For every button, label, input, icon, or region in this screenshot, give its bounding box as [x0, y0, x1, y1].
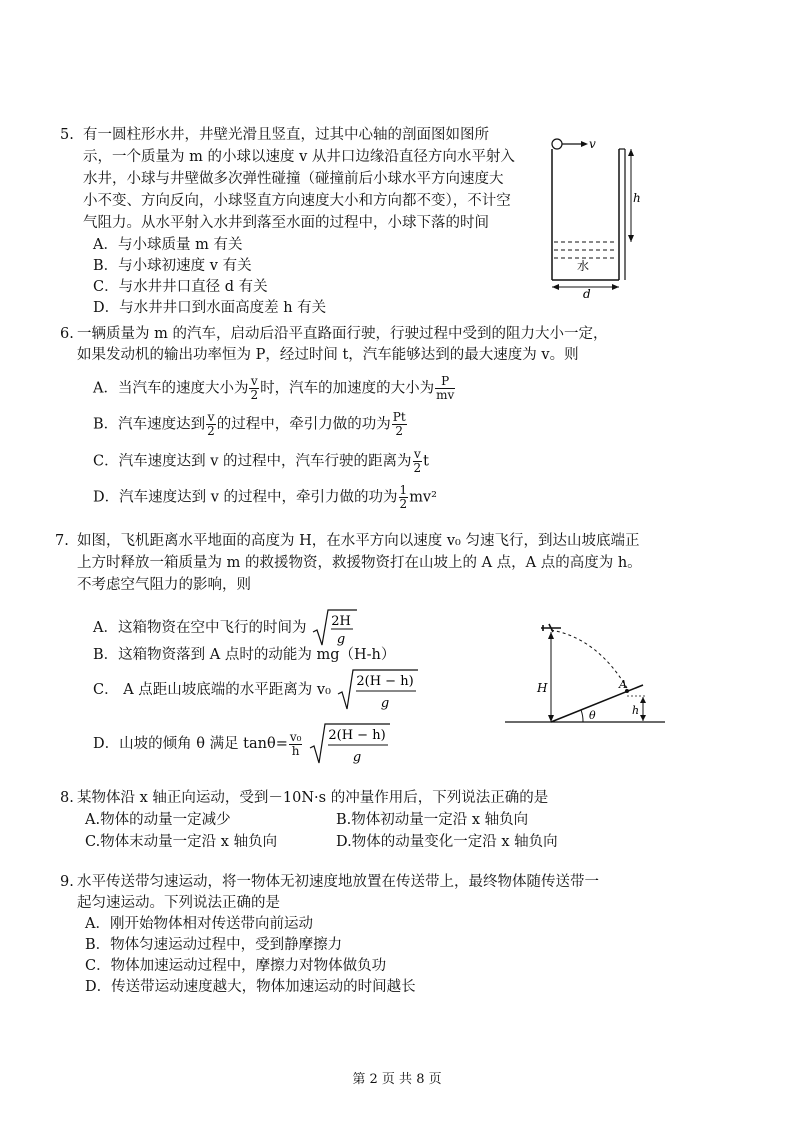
q6-line-2: 如果发动机的输出功率恒为 P，经过时间 t，汽车能够达到的最大速度为 v。则: [77, 347, 579, 363]
svg-text:g: g: [352, 750, 362, 765]
q5-option-a: A．与小球质量 m 有关: [93, 237, 243, 253]
q8-option-d: D.物体的动量变化一定沿 x 轴负向: [336, 834, 558, 850]
q6-number: 6.: [60, 326, 74, 342]
svg-text:g: g: [336, 632, 346, 647]
svg-text:g: g: [380, 696, 389, 711]
q7-option-d: D．山坡的倾角 θ 满足 tanθ= $\frac{\text{v₀}}{h}$ 2(H − h) g: [93, 722, 392, 766]
theta-label: θ: [589, 709, 596, 722]
q9-option-c: C．物体加速运动过程中，摩擦力对物体做负功: [85, 958, 387, 974]
q5-line-4: 小不变、方向反向，小球竖直方向速度大小和方向都不变），不计空: [83, 193, 511, 209]
q5-line-5: 气阻力。从水平射入水井到落至水面的过程中，小球下落的时间: [83, 215, 489, 231]
q8-stem: 某物体沿 x 轴正向运动，受到－10N·s 的冲量作用后，下列说法正确的是: [77, 790, 549, 806]
q9-option-d: D．传送带运动速度越大，物体加速运动的时间越长: [85, 979, 416, 995]
q5-option-c: C．与水井井口直径 d 有关: [93, 279, 268, 295]
svg-text:2H: 2H: [331, 614, 351, 629]
q9-option-a: A．刚开始物体相对传送带向前运动: [85, 916, 313, 932]
page-footer: 第 2 页 共 8 页: [352, 1072, 442, 1087]
q5-well-figure: [545, 130, 650, 300]
q8-option-b: B.物体初动量一定沿 x 轴负向: [336, 812, 529, 828]
sqrt-symbol: [336, 668, 420, 712]
q7-line-3: 不考虑空气阻力的影响，则: [77, 577, 251, 593]
q5-option-d: D．与水井井口到水面高度差 h 有关: [93, 300, 327, 316]
q9-number: 9.: [60, 874, 74, 890]
q9-option-b: B．物体匀速运动过程中，受到静摩擦力: [85, 937, 343, 953]
sqrt-symbol: [308, 722, 392, 766]
q5-option-b: B．与小球初速度 v 有关: [93, 258, 252, 274]
q5-number: 5.: [60, 127, 74, 143]
q5-line-2: 示，一个质量为 m 的小球以速度 v 从井口边缘沿直径方向水平射入: [83, 149, 515, 165]
q6-line-1: 一辆质量为 m 的汽车，启动后沿平直路面行驶，行驶过程中受到的阻力大小一定，: [77, 326, 608, 342]
water-label: 水: [577, 259, 590, 273]
q8-option-a: A.物体的动量一定减少: [85, 812, 231, 828]
q6-option-d: D．汽车速度达到 v 的过程中，牵引力做的功为 $\frac{1}{2}$ mv²: [93, 483, 437, 511]
sqrt-symbol: [311, 608, 359, 648]
q6-option-b: B．汽车速度达到 $\frac{v}{2}$ 的过程中，牵引力做的功为 $\frac{Pt}{2}$: [93, 410, 406, 438]
q7-slope-figure: [505, 618, 665, 730]
d-label: d: [583, 287, 591, 300]
q6-option-c: C．汽车速度达到 v 的过程中，汽车行驶的距离为 $\frac{v}{2}$ t: [93, 447, 429, 475]
v-label: v: [589, 137, 596, 151]
q5-line-1: 有一圆柱形水井，井壁光滑且竖直，过其中心轴的剖面图如图所: [83, 127, 489, 143]
svg-text:2(H − h): 2(H − h): [355, 674, 414, 689]
q7-line-2: 上方时释放一箱质量为 m 的救援物资，救援物资打在山坡上的 A 点，A 点的高度为 h。: [77, 555, 642, 571]
q5-line-3: 水井，小球与井壁做多次弹性碰撞（碰撞前后小球水平方向速度大: [83, 171, 504, 187]
svg-text:2(H − h): 2(H − h): [328, 728, 386, 743]
q7-option-a: A．这箱物资在空中飞行的时间为 2H g: [93, 608, 359, 648]
q7-option-b: B．这箱物资落到 A 点时的动能为 mg（H-h）: [93, 647, 396, 663]
h-label: h: [632, 704, 640, 717]
ball-icon: [552, 139, 562, 149]
q8-number: 8.: [60, 790, 74, 806]
q9-line-2: 起匀速运动。下列说法正确的是: [77, 895, 280, 911]
h-label: h: [633, 191, 641, 205]
q6-option-a: A．当汽车的速度大小为 $\frac{v}{2}$ 时，汽车的加速度的大小为 $\frac{P}{mv}$: [93, 374, 455, 402]
q9-line-1: 水平传送带匀速运动，将一物体无初速度地放置在传送带上，最终物体随传送带一: [77, 874, 599, 890]
q7-line-1: 如图，飞机距离水平地面的高度为 H，在水平方向以速度 v₀ 匀速飞行，到达山坡底端正: [77, 533, 640, 549]
A-label: A: [619, 678, 627, 691]
q8-option-c: C.物体末动量一定沿 x 轴负向: [85, 834, 278, 850]
q7-number: 7.: [55, 533, 69, 549]
H-label: H: [537, 681, 548, 695]
airplane-icon: [541, 624, 561, 632]
q7-option-c: C． A 点距山坡底端的水平距离为 v₀ 2(H − h) g: [93, 668, 420, 712]
